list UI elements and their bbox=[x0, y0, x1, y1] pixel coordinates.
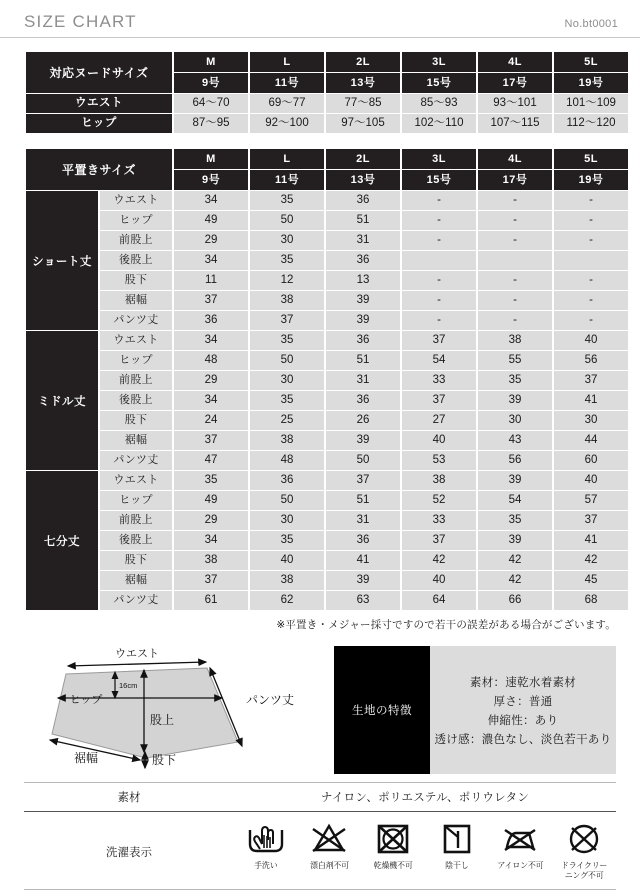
table-row bbox=[26, 571, 628, 590]
hip-offset-label: 16cm bbox=[119, 681, 138, 690]
hem-label: 裾幅 bbox=[73, 751, 99, 765]
flat-group-label: ミドル丈 bbox=[26, 331, 98, 470]
fabric-line: 透け感：濃色なし、淡色若干あり bbox=[434, 733, 612, 746]
flat-cell: 44 bbox=[554, 431, 628, 450]
flat-cell: 35 bbox=[250, 191, 324, 210]
flat-cell: 39 bbox=[478, 531, 552, 550]
flat-measure-label: パンツ丈 bbox=[100, 311, 172, 330]
nude-cell: 64〜70 bbox=[174, 94, 248, 113]
flat-cell: 40 bbox=[402, 431, 476, 450]
nude-cell: 97〜105 bbox=[326, 114, 400, 133]
table-row bbox=[26, 531, 628, 550]
flat-jp-size-header: 17号 bbox=[478, 170, 552, 190]
table-gap bbox=[0, 134, 640, 148]
flat-size-table-wrap bbox=[0, 148, 640, 611]
nude-cell: 85〜93 bbox=[402, 94, 476, 113]
flat-cell: 13 bbox=[326, 271, 400, 290]
flat-cell: 38 bbox=[250, 571, 324, 590]
flat-cell: 62 bbox=[250, 591, 324, 610]
flat-cell: - bbox=[554, 271, 628, 290]
table-row bbox=[26, 331, 628, 350]
flat-size-header: 4L bbox=[478, 149, 552, 169]
flat-measure-label: 裾幅 bbox=[100, 431, 172, 450]
flat-cell: 60 bbox=[554, 451, 628, 470]
flat-cell: - bbox=[554, 231, 628, 250]
flat-cell: 36 bbox=[326, 191, 400, 210]
nude-size-header: 5L bbox=[554, 52, 628, 72]
flat-cell: 38 bbox=[478, 331, 552, 350]
flat-cell: - bbox=[402, 311, 476, 330]
flat-cell: 26 bbox=[326, 411, 400, 430]
flat-cell: 34 bbox=[174, 391, 248, 410]
flat-jp-size-header: 15号 bbox=[402, 170, 476, 190]
flat-group-label: 七分丈 bbox=[26, 471, 98, 610]
flat-measure-label: 股下 bbox=[100, 271, 172, 290]
flat-cell: 48 bbox=[174, 351, 248, 370]
flat-cell: 30 bbox=[554, 411, 628, 430]
inseam-label: 股下 bbox=[152, 753, 177, 767]
flat-measure-label: ウエスト bbox=[100, 331, 172, 350]
fabric-line: 厚さ：普通 bbox=[493, 695, 553, 708]
care-caption: アイロン不可 bbox=[497, 861, 544, 870]
flat-cell: 36 bbox=[326, 391, 400, 410]
flat-cell: 42 bbox=[478, 551, 552, 570]
flat-cell: 27 bbox=[402, 411, 476, 430]
flat-cell: 31 bbox=[326, 371, 400, 390]
flat-size-header: M bbox=[174, 149, 248, 169]
flat-measure-label: ウエスト bbox=[100, 471, 172, 490]
flat-cell: 47 bbox=[174, 451, 248, 470]
rise-label: 股上 bbox=[150, 713, 175, 727]
hip-label: ヒップ bbox=[69, 694, 103, 706]
flat-cell: 38 bbox=[402, 471, 476, 490]
table-row bbox=[26, 411, 628, 430]
nude-cell: 107〜115 bbox=[478, 114, 552, 133]
nude-jp-size-header: 13号 bbox=[326, 73, 400, 93]
fabric-lines bbox=[430, 646, 616, 774]
flat-measure-label: 裾幅 bbox=[100, 571, 172, 590]
flat-cell: 37 bbox=[402, 391, 476, 410]
flat-cell bbox=[478, 251, 552, 270]
measurement-note: ※平置き・メジャー採寸ですので若干の誤差がある場合がございます。 bbox=[276, 619, 616, 631]
table-row bbox=[26, 271, 628, 290]
page-title: SIZE CHART bbox=[24, 12, 137, 31]
flat-cell: 36 bbox=[326, 531, 400, 550]
flat-cell: 49 bbox=[174, 211, 248, 230]
material-label: 素材 bbox=[117, 792, 141, 804]
flat-cell: 35 bbox=[250, 251, 324, 270]
table-row bbox=[26, 471, 628, 490]
flat-cell: 34 bbox=[174, 191, 248, 210]
flat-measure-label: 前股上 bbox=[100, 511, 172, 530]
flat-cell: 36 bbox=[250, 471, 324, 490]
pants-length-label: パンツ丈 bbox=[246, 693, 295, 707]
flat-measure-label: 前股上 bbox=[100, 371, 172, 390]
table-row bbox=[26, 291, 628, 310]
flat-cell: 41 bbox=[554, 531, 628, 550]
flat-cell: 36 bbox=[326, 251, 400, 270]
nude-row-label: ウエスト bbox=[26, 94, 172, 113]
flat-cell: 63 bbox=[326, 591, 400, 610]
nude-row-label: ヒップ bbox=[26, 114, 172, 133]
table-row bbox=[26, 94, 628, 113]
flat-size-header: 2L bbox=[326, 149, 400, 169]
fabric-line: 素材：速乾水着素材 bbox=[469, 676, 577, 689]
hand-wash-icon bbox=[246, 822, 286, 856]
flat-size-table bbox=[24, 148, 630, 611]
flat-cell: 35 bbox=[250, 331, 324, 350]
flat-cell: 49 bbox=[174, 491, 248, 510]
flat-cell: 64 bbox=[402, 591, 476, 610]
care-item bbox=[298, 822, 360, 871]
nude-jp-size-header: 17号 bbox=[478, 73, 552, 93]
flat-size-header: 5L bbox=[554, 149, 628, 169]
flat-cell: - bbox=[402, 211, 476, 230]
waist-label: ウエスト bbox=[115, 648, 159, 660]
flat-cell: 37 bbox=[174, 431, 248, 450]
flat-cell: 51 bbox=[326, 211, 400, 230]
flat-cell: 34 bbox=[174, 531, 248, 550]
flat-cell: 43 bbox=[478, 431, 552, 450]
flat-jp-size-header: 11号 bbox=[250, 170, 324, 190]
flat-cell: 53 bbox=[402, 451, 476, 470]
flat-cell: 37 bbox=[402, 531, 476, 550]
no-iron-icon bbox=[500, 822, 540, 856]
care-caption: 漂白剤不可 bbox=[309, 861, 349, 870]
flat-cell: 56 bbox=[478, 451, 552, 470]
flat-cell: 52 bbox=[402, 491, 476, 510]
flat-cell: 29 bbox=[174, 231, 248, 250]
flat-cell: 11 bbox=[174, 271, 248, 290]
flat-cell: - bbox=[478, 211, 552, 230]
flat-cell: 40 bbox=[402, 571, 476, 590]
nude-cell: 93〜101 bbox=[478, 94, 552, 113]
table-row bbox=[26, 114, 628, 133]
flat-cell: 30 bbox=[250, 511, 324, 530]
flat-cell: 50 bbox=[250, 211, 324, 230]
table-row bbox=[26, 371, 628, 390]
flat-cell: 30 bbox=[250, 231, 324, 250]
flat-jp-size-header: 9号 bbox=[174, 170, 248, 190]
no-bleach-icon bbox=[309, 822, 349, 856]
flat-cell: - bbox=[402, 191, 476, 210]
flat-cell bbox=[554, 251, 628, 270]
table-row bbox=[26, 511, 628, 530]
flat-measure-label: 後股上 bbox=[100, 251, 172, 270]
flat-cell: 66 bbox=[478, 591, 552, 610]
care-item bbox=[426, 822, 488, 871]
flat-jp-size-header: 19号 bbox=[554, 170, 628, 190]
flat-cell: 40 bbox=[554, 331, 628, 350]
flat-cell: 29 bbox=[174, 371, 248, 390]
flat-cell: 45 bbox=[554, 571, 628, 590]
flat-cell bbox=[402, 251, 476, 270]
flat-cell: 37 bbox=[554, 371, 628, 390]
flat-cell: 56 bbox=[554, 351, 628, 370]
flat-measure-label: パンツ丈 bbox=[100, 591, 172, 610]
care-item bbox=[489, 822, 551, 871]
nude-jp-size-header: 9号 bbox=[174, 73, 248, 93]
care-caption: 手洗い bbox=[254, 861, 278, 870]
flat-cell: 57 bbox=[554, 491, 628, 510]
flat-cell: - bbox=[554, 191, 628, 210]
flat-group-label: ショート丈 bbox=[26, 191, 98, 330]
no-dry-clean-icon bbox=[564, 822, 604, 856]
flat-cell: 51 bbox=[326, 491, 400, 510]
flat-cell: - bbox=[554, 291, 628, 310]
care-icons bbox=[234, 822, 616, 881]
flat-cell: 39 bbox=[326, 431, 400, 450]
flat-cell: 38 bbox=[174, 551, 248, 570]
nude-cell: 102〜110 bbox=[402, 114, 476, 133]
table-row bbox=[26, 591, 628, 610]
flat-cell: 37 bbox=[402, 331, 476, 350]
nude-table-title: 対応ヌードサイズ bbox=[26, 52, 172, 93]
flat-cell: - bbox=[478, 271, 552, 290]
fabric-line: 伸縮性：あり bbox=[487, 714, 559, 727]
table-row bbox=[26, 431, 628, 450]
nude-cell: 101〜109 bbox=[554, 94, 628, 113]
flat-cell: 35 bbox=[250, 531, 324, 550]
flat-cell: 39 bbox=[478, 471, 552, 490]
nude-size-table bbox=[24, 51, 630, 134]
nude-cell: 77〜85 bbox=[326, 94, 400, 113]
flat-cell: 37 bbox=[554, 511, 628, 530]
waist-arrow bbox=[68, 662, 206, 666]
flat-cell: 40 bbox=[250, 551, 324, 570]
flat-cell: 34 bbox=[174, 251, 248, 270]
flat-cell: 41 bbox=[554, 391, 628, 410]
flat-cell: - bbox=[478, 291, 552, 310]
fabric-label: 生地の特徴 bbox=[334, 646, 430, 774]
flat-measure-label: 後股上 bbox=[100, 531, 172, 550]
flat-cell: 42 bbox=[402, 551, 476, 570]
material-value: ナイロン、ポリエステル、ポリウレタン bbox=[320, 792, 530, 804]
flat-cell: 30 bbox=[478, 411, 552, 430]
flat-cell: 35 bbox=[478, 371, 552, 390]
nude-cell: 69〜77 bbox=[250, 94, 324, 113]
flat-table-title: 平置きサイズ bbox=[26, 149, 172, 190]
flat-cell: 54 bbox=[478, 491, 552, 510]
flat-cell: 41 bbox=[326, 551, 400, 570]
fabric-characteristics bbox=[334, 646, 616, 774]
nude-jp-size-header: 19号 bbox=[554, 73, 628, 93]
flat-measure-label: 後股上 bbox=[100, 391, 172, 410]
flat-cell: 36 bbox=[174, 311, 248, 330]
flat-cell: 51 bbox=[326, 351, 400, 370]
flat-cell: 48 bbox=[250, 451, 324, 470]
flat-cell: 61 bbox=[174, 591, 248, 610]
flat-cell: 39 bbox=[326, 571, 400, 590]
flat-measure-label: 股下 bbox=[100, 411, 172, 430]
flat-cell: 35 bbox=[174, 471, 248, 490]
flat-cell: - bbox=[478, 231, 552, 250]
flat-cell: 33 bbox=[402, 511, 476, 530]
care-item bbox=[362, 822, 424, 871]
flat-cell: - bbox=[402, 271, 476, 290]
flat-cell: 50 bbox=[250, 351, 324, 370]
flat-cell: 37 bbox=[326, 471, 400, 490]
flat-cell: 34 bbox=[174, 331, 248, 350]
table-row bbox=[26, 231, 628, 250]
flat-cell: 25 bbox=[250, 411, 324, 430]
flat-size-header: L bbox=[250, 149, 324, 169]
flat-cell: - bbox=[402, 291, 476, 310]
diagram-fabric-section bbox=[0, 632, 640, 774]
flat-cell: 50 bbox=[326, 451, 400, 470]
flat-cell: 55 bbox=[478, 351, 552, 370]
flat-cell: - bbox=[478, 191, 552, 210]
flat-cell: 36 bbox=[326, 331, 400, 350]
table-row bbox=[26, 451, 628, 470]
nude-cell: 87〜95 bbox=[174, 114, 248, 133]
table-row bbox=[26, 191, 628, 210]
flat-cell: 35 bbox=[478, 511, 552, 530]
flat-cell: 37 bbox=[174, 291, 248, 310]
nude-cell: 92〜100 bbox=[250, 114, 324, 133]
pants-shape bbox=[52, 668, 238, 758]
page-header bbox=[0, 0, 640, 38]
flat-cell: 42 bbox=[478, 571, 552, 590]
flat-cell: 31 bbox=[326, 511, 400, 530]
pants-measurement-diagram bbox=[24, 646, 320, 774]
table-row bbox=[26, 351, 628, 370]
flat-cell: 12 bbox=[250, 271, 324, 290]
no-tumble-dry-icon bbox=[373, 822, 413, 856]
care-item bbox=[553, 822, 615, 881]
nude-size-header: 3L bbox=[402, 52, 476, 72]
flat-cell: 33 bbox=[402, 371, 476, 390]
flat-cell: 40 bbox=[554, 471, 628, 490]
flat-cell: 42 bbox=[554, 551, 628, 570]
flat-measure-label: ウエスト bbox=[100, 191, 172, 210]
flat-cell: 39 bbox=[478, 391, 552, 410]
flat-cell: 68 bbox=[554, 591, 628, 610]
care-item bbox=[235, 822, 297, 871]
flat-measure-label: 前股上 bbox=[100, 231, 172, 250]
table-row bbox=[26, 551, 628, 570]
flat-cell: 38 bbox=[250, 291, 324, 310]
flat-cell: - bbox=[478, 311, 552, 330]
table-row bbox=[26, 211, 628, 230]
flat-measure-label: ヒップ bbox=[100, 491, 172, 510]
care-row bbox=[24, 812, 616, 890]
care-caption: 乾燥機不可 bbox=[373, 861, 413, 870]
nude-jp-size-header: 15号 bbox=[402, 73, 476, 93]
flat-size-header: 3L bbox=[402, 149, 476, 169]
flat-cell: 30 bbox=[250, 371, 324, 390]
nude-jp-size-header: 11号 bbox=[250, 73, 324, 93]
table-row bbox=[26, 491, 628, 510]
table-row bbox=[26, 391, 628, 410]
flat-cell: 24 bbox=[174, 411, 248, 430]
flat-cell: 37 bbox=[250, 311, 324, 330]
table-row bbox=[26, 311, 628, 330]
dry-in-shade-icon bbox=[437, 822, 477, 856]
nude-size-header: M bbox=[174, 52, 248, 72]
flat-measure-label: パンツ丈 bbox=[100, 451, 172, 470]
flat-cell: - bbox=[554, 311, 628, 330]
nude-size-table-wrap bbox=[0, 38, 640, 134]
flat-cell: 39 bbox=[326, 311, 400, 330]
flat-cell: 38 bbox=[250, 431, 324, 450]
flat-measure-label: 股下 bbox=[100, 551, 172, 570]
flat-jp-size-header: 13号 bbox=[326, 170, 400, 190]
nude-size-header: L bbox=[250, 52, 324, 72]
care-caption: 陰干し bbox=[445, 861, 469, 870]
care-caption: ドライクリー ニング不可 bbox=[560, 861, 608, 880]
flat-cell: 35 bbox=[250, 391, 324, 410]
flat-cell: 31 bbox=[326, 231, 400, 250]
flat-cell: 29 bbox=[174, 511, 248, 530]
flat-measure-label: ヒップ bbox=[100, 211, 172, 230]
flat-cell: 39 bbox=[326, 291, 400, 310]
flat-cell: - bbox=[554, 211, 628, 230]
flat-measure-label: ヒップ bbox=[100, 351, 172, 370]
flat-cell: 50 bbox=[250, 491, 324, 510]
flat-cell: - bbox=[402, 231, 476, 250]
flat-cell: 54 bbox=[402, 351, 476, 370]
nude-size-header: 2L bbox=[326, 52, 400, 72]
nude-size-header: 4L bbox=[478, 52, 552, 72]
nude-cell: 112〜120 bbox=[554, 114, 628, 133]
material-row bbox=[24, 782, 616, 812]
reference-number: No.bt0001 bbox=[564, 18, 618, 30]
flat-measure-label: 裾幅 bbox=[100, 291, 172, 310]
table-row bbox=[26, 251, 628, 270]
care-label: 洗濯表示 bbox=[106, 846, 152, 859]
flat-cell: 37 bbox=[174, 571, 248, 590]
